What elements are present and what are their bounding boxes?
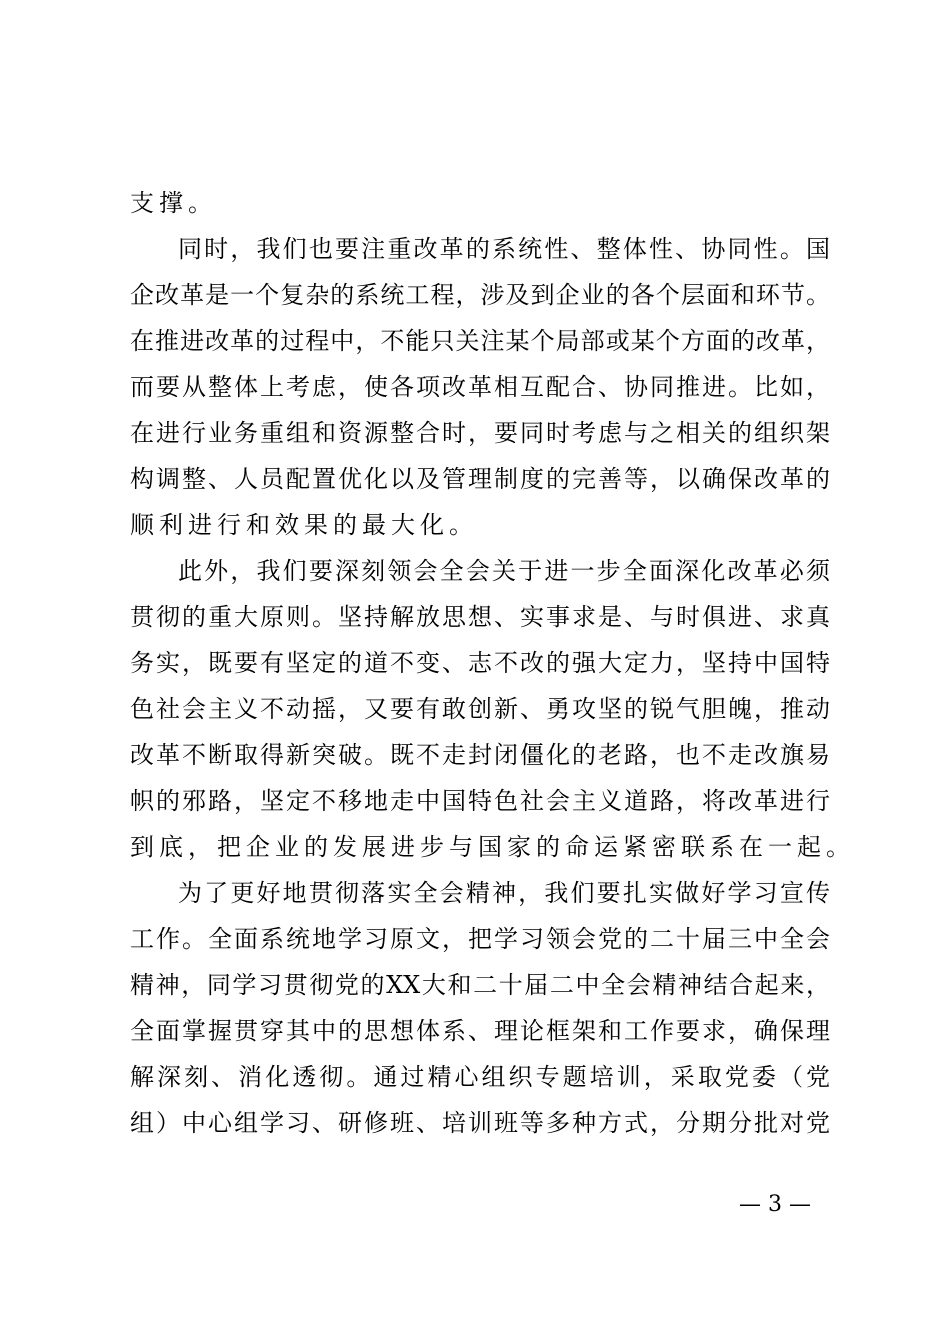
text-line: 全面掌握贯穿其中的思想体系、理论框架和工作要求，确保理 <box>130 1017 830 1045</box>
text-line: 顺利进行和效果的最大化。 <box>130 511 478 539</box>
text-line: 组）中心组学习、研修班、培训班等多种方式，分期分批对党 <box>130 1109 830 1137</box>
text-line: 解深刻、消化透彻。通过精心组织专题培训，采取党委（党 <box>130 1063 830 1091</box>
text-line: 为了更好地贯彻落实全会精神，我们要扎实做好学习宣传 <box>178 879 830 907</box>
page-number: — 3 — <box>739 1192 811 1217</box>
text-line: 而要从整体上考虑，使各项改革相互配合、协同推进。比如， <box>130 373 830 401</box>
text-line: 贯彻的重大原则。坚持解放思想、实事求是、与时俱进、求真 <box>130 603 830 631</box>
text-line: 在推进改革的过程中，不能只关注某个局部或某个方面的改革， <box>130 327 830 355</box>
text-line: 精神，同学习贯彻党的XX大和二十届二中全会精神结合起来， <box>130 971 830 999</box>
text-line: 改革不断取得新突破。既不走封闭僵化的老路，也不走改旗易 <box>130 741 830 769</box>
text-line: 务实，既要有坚定的道不变、志不改的强大定力，坚持中国特 <box>130 649 830 677</box>
text-line: 支撑。 <box>130 189 217 217</box>
text-line: 到底，把企业的发展进步与国家的命运紧密联系在一起。 <box>130 833 855 861</box>
text-line: 工作。全面系统地学习原文，把学习领会党的二十届三中全会 <box>130 925 830 953</box>
text-line: 此外，我们要深刻领会全会关于进一步全面深化改革必须 <box>178 557 830 585</box>
text-line: 帜的邪路，坚定不移地走中国特色社会主义道路，将改革进行 <box>130 787 830 815</box>
text-line: 色社会主义不动摇，又要有敢创新、勇攻坚的锐气胆魄，推动 <box>130 695 830 723</box>
text-line: 在进行业务重组和资源整合时，要同时考虑与之相关的组织架 <box>130 419 830 447</box>
text-line: 企改革是一个复杂的系统工程，涉及到企业的各个层面和环节。 <box>130 281 830 309</box>
text-line: 同时，我们也要注重改革的系统性、整体性、协同性。国 <box>178 235 830 263</box>
text-line: 构调整、人员配置优化以及管理制度的完善等，以确保改革的 <box>130 465 830 493</box>
